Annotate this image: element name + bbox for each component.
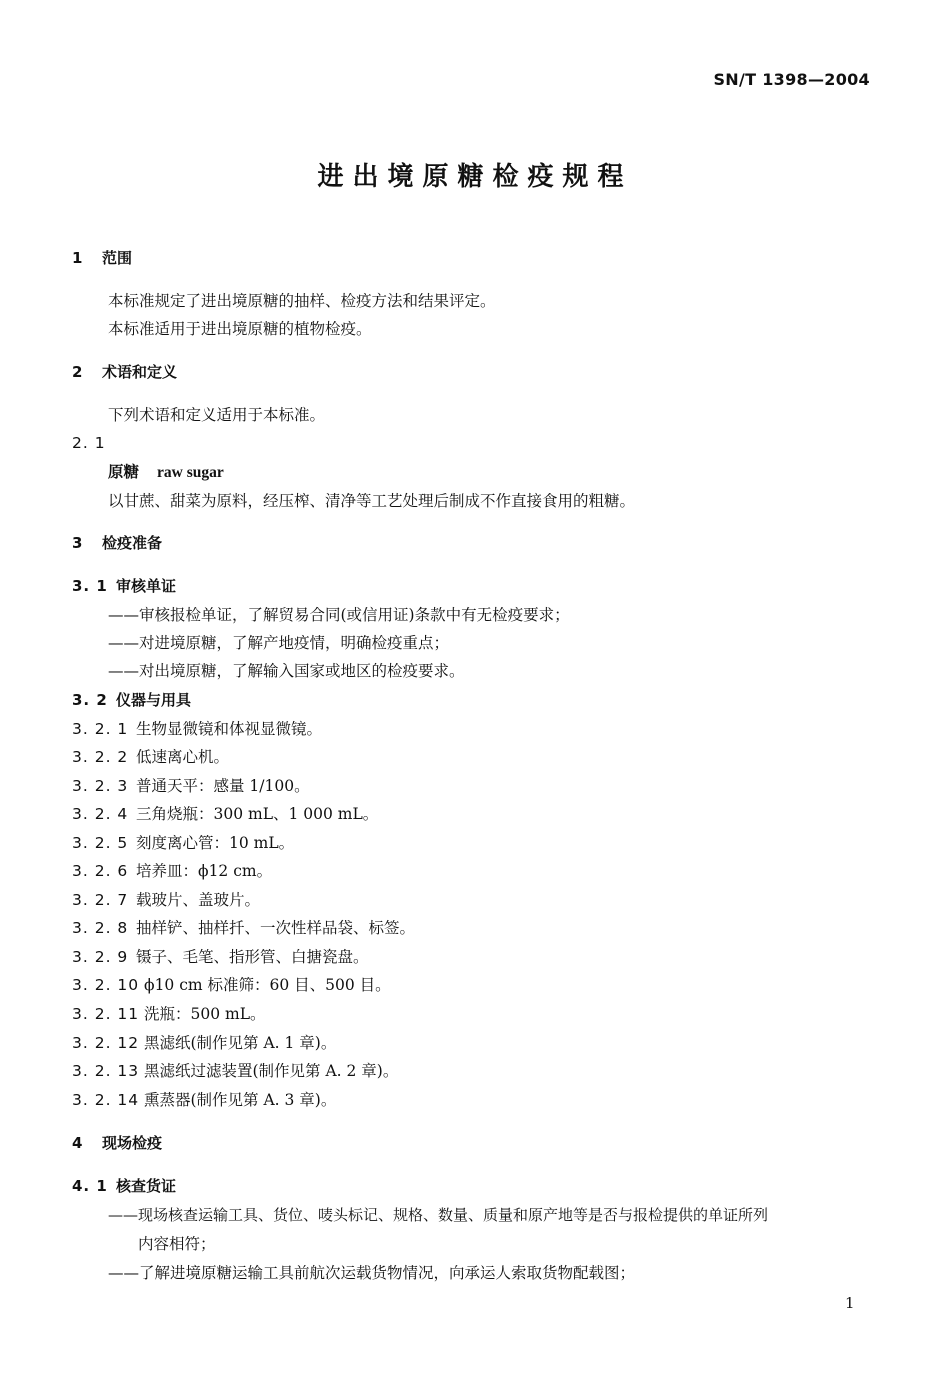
list-item — [72, 1033, 336, 1053]
list-item: ——对出境原糖，了解输入国家或地区的检疫要求。 — [108, 662, 465, 680]
paragraph: 本标准规定了进出境原糖的抽样、检疫方法和结果评定。 — [108, 292, 496, 310]
item-number: 3. 2. 5 — [72, 834, 129, 852]
standard-code: SN/T 1398—2004 — [713, 70, 870, 89]
list-item — [72, 719, 322, 739]
list-item-continuation: 内容相符； — [138, 1235, 216, 1253]
list-item — [72, 1090, 336, 1110]
list-item — [72, 1061, 398, 1081]
section-2-heading — [72, 362, 177, 382]
list-item — [72, 747, 229, 767]
item-number: 3. 2. 1 — [72, 720, 129, 738]
section-4-heading — [72, 1133, 162, 1153]
item-number: 3. 2. 14 — [72, 1091, 140, 1109]
item-text: 黑滤纸(制作见第 A. 1 章)。 — [144, 1034, 337, 1052]
item-number: 3. 2. 9 — [72, 948, 129, 966]
item-number: 3. 2. 10 — [72, 976, 140, 994]
item-text: 镊子、毛笔、指形管、白搪瓷盘。 — [136, 948, 369, 966]
term-chinese: 原糖 — [108, 463, 140, 481]
item-text: 洗瓶：500 mL。 — [144, 1005, 266, 1023]
item-text: 三角烧瓶：300 mL、1 000 mL。 — [136, 805, 379, 823]
list-item — [72, 804, 378, 824]
list-item: ——对进境原糖，了解产地疫情，明确检疫重点； — [108, 634, 450, 652]
list-item: ——了解进境原糖运输工具前航次运载货物情况，向承运人索取货物配载图； — [108, 1264, 636, 1282]
item-text: 培养皿：ϕ12 cm。 — [136, 862, 273, 880]
item-text: 低速离心机。 — [136, 748, 230, 766]
paragraph: 本标准适用于进出境原糖的植物检疫。 — [108, 320, 372, 338]
item-number: 3. 2. 12 — [72, 1034, 140, 1052]
subsection-3-1-heading — [72, 576, 176, 596]
term-english: raw sugar — [157, 464, 224, 481]
section-number: 1 — [72, 249, 84, 267]
list-item — [72, 890, 260, 910]
list-item: ——审核报检单证，了解贸易合同(或信用证)条款中有无检疫要求； — [108, 606, 570, 624]
term-definition: 以甘蔗、甜菜为原料，经压榨、清净等工艺处理后制成不作直接食用的粗糖。 — [108, 492, 636, 510]
item-text: 生物显微镜和体视显微镜。 — [136, 720, 323, 738]
section-number: 4 — [72, 1134, 84, 1152]
page-number: 1 — [845, 1294, 855, 1312]
list-item: ——现场核查运输工具、货位、唛头标记、规格、数量、质量和原产地等是否与报检提供的单证所列 — [108, 1206, 769, 1224]
subsection-3-2-heading — [72, 690, 191, 710]
section-number: 3 — [72, 534, 84, 552]
item-text: 熏蒸器(制作见第 A. 3 章)。 — [144, 1091, 337, 1109]
paragraph: 下列术语和定义适用于本标准。 — [108, 406, 326, 424]
item-text: 刻度离心管：10 mL。 — [136, 834, 295, 852]
subsection-number: 3. 2 — [72, 691, 108, 709]
item-number: 3. 2. 4 — [72, 805, 129, 823]
subsection-number: 4. 1 — [72, 1177, 108, 1195]
list-item — [72, 918, 415, 938]
section-1-heading — [72, 248, 132, 268]
section-title: 现场检疫 — [102, 1134, 163, 1152]
section-title: 术语和定义 — [102, 363, 178, 381]
list-item — [72, 776, 310, 796]
subsection-number: 3. 1 — [72, 577, 108, 595]
section-3-heading — [72, 533, 162, 553]
item-text: 黑滤纸过滤装置(制作见第 A. 2 章)。 — [144, 1062, 399, 1080]
section-title: 范围 — [102, 249, 133, 267]
item-number: 3. 2. 11 — [72, 1005, 140, 1023]
list-item — [72, 1004, 266, 1024]
subsection-title: 核查货证 — [116, 1177, 177, 1195]
item-text: ϕ10 cm 标准筛：60 目、500 目。 — [144, 976, 391, 994]
item-number: 3. 2. 8 — [72, 919, 129, 937]
list-item — [72, 947, 369, 967]
list-item — [72, 975, 391, 995]
item-number: 3. 2. 13 — [72, 1062, 140, 1080]
list-item — [72, 833, 294, 853]
section-title: 检疫准备 — [102, 534, 163, 552]
subsection-number: 2. 1 — [72, 434, 106, 452]
list-item — [72, 861, 272, 881]
item-number: 3. 2. 7 — [72, 891, 129, 909]
item-text: 抽样铲、抽样扦、一次性样品袋、标签。 — [136, 919, 416, 937]
subsection-4-1-heading — [72, 1176, 176, 1196]
item-number: 3. 2. 6 — [72, 862, 129, 880]
subsection-title: 仪器与用具 — [116, 691, 192, 709]
item-number: 3. 2. 2 — [72, 748, 129, 766]
item-text: 普通天平：感量 1/100。 — [136, 777, 310, 795]
term-entry — [108, 462, 224, 483]
document-title: 进出境原糖检疫规程 — [317, 162, 633, 192]
item-text: 载玻片、盖玻片。 — [136, 891, 261, 909]
subsection-title: 审核单证 — [116, 577, 177, 595]
section-number: 2 — [72, 363, 84, 381]
item-number: 3. 2. 3 — [72, 777, 129, 795]
